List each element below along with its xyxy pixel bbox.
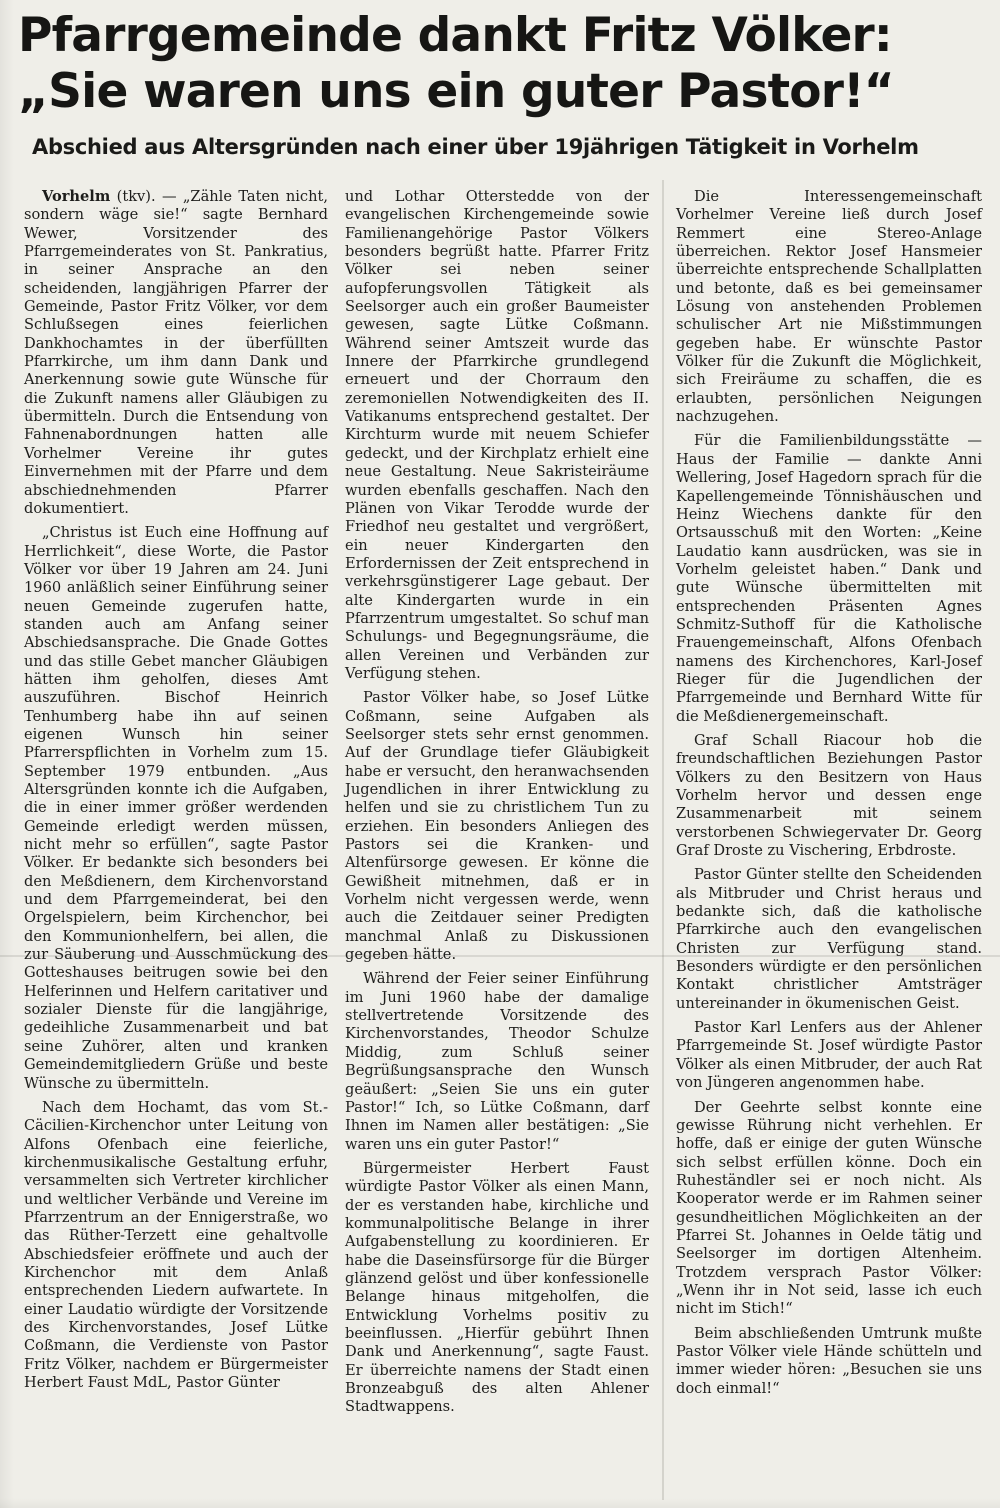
headline-line-1: Pfarrgemeinde dankt Fritz Völker: — [18, 8, 892, 63]
paragraph: Graf Schall Riacour hob die freundschaftlichen Beziehungen Pastor Völkers zu den Besitzern von Haus Vorhelm hervor und dessen enge Zusammenarbeit mit seinem verstorbenen Schwiegervater Dr. Georg Graf Droste zu Vischering, Erbdroste. — [676, 731, 982, 860]
paragraph: Die Interessengemeinschaft Vorhelmer Vereine ließ durch Josef Remmert eine Stereo-Anlage überreichen. Rektor Josef Hansmeier überreichte entsprechende Schallplatten und betonte, daß es bei gemeinsamer Lösung von anstehenden Problemen schulischer Art nie Mißstimmungen gegeben habe. Er wünschte Pastor Völker für die Zukunft die Möglichkeit, sich Freiräume zu schaffen, die es erlaubten, persönlichen Neigungen nachzugehen. — [676, 188, 982, 426]
paragraph: Pastor Völker habe, so Josef Lütke Coßmann, seine Aufgaben als Seelsorger stets sehr ernst genommen. Auf der Grundlage tiefer Gläubigkeit habe er versucht, den heranwachsenden Jugendlichen in ihrer Entwicklung zu helfen und sie zu christlichem Tun zu erziehen. Ein besonders Anliegen des Pastors sei die Kranken- und Altenfürsorge gewesen. Er könne die Gewißheit mitnehmen, daß er in Vorhelm nicht vergessen werde, wenn auch die Zeitdauer seiner Predigten manchmal Anlaß zu Diskussionen gegeben hätte. — [345, 689, 649, 964]
headline-line-2: „Sie waren uns ein guter Pastor!“ — [18, 64, 894, 119]
paragraph: Der Geehrte selbst konnte eine gewisse Rührung nicht verhehlen. Er hoffe, daß er einige der guten Wünsche sich selbst erfüllen könne. Doch ein Ruheständler sei er noch nicht. Als Kooperator werde er im Rahmen seiner gesundheitlichen Möglichkeiten an der Pfarrei St. Johannes in Oelde tätig und Seelsorger im dortigen Altenheim. Trotzdem versprach Pastor Völker: „Wenn ihr in Not seid, lasse ich euch nicht im Stich!“ — [676, 1098, 982, 1318]
paragraph: „Christus ist Euch eine Hoffnung auf Herrlichkeit“, diese Worte, die Pastor Völker vor über 19 Jahren am 24. Juni 1960 anläßlich seiner Einführung seiner neuen Gemeinde zugerufen hatte, standen auch am Anfang seiner Abschiedsansprache. Die Gnade Gottes und das stille Gebet mancher Gläubigen hätten ihm geholfen, dieses Amt auszuführen. Bischof Heinrich Tenhumberg habe ihn auf seinen eigenen Wunsch hin seiner Pfarrerspflichten in Vorhelm zum 15. September 1979 entbunden. „Aus Altersgründen konnte ich die Aufgaben, die in einer immer größer werdenden Gemeinde erledigt werden müssen, nicht mehr so erfüllen“, sagte Pastor Völker. Er bedankte sich besonders bei den Meßdienern, dem Kirchenvorstand und dem Pfarrgemeinderat, bei den Orgelspielern, beim Kirchenchor, bei den Kommunionhelfern, bei allen, die zur Säuberung und Ausschmückung des Gotteshauses beitrugen sowie bei den Helferinnen und Helfern caritativer und sozialer Dienste für die langjährige, gedeihliche Zusammenarbeit und bat seine Zuhörer, alten und kranken Gemeindemitgliedern Grüße und beste Wünsche zu übermitteln. — [24, 524, 328, 1092]
paragraph-text: (tkv). — „Zähle Taten nicht, sondern wäge sie!“ sagte Bernhard Wewer, Vorsitzender des Pfarrgemeinderates von St. Pankratius, in seiner Ansprache an den scheidenden, langjährigen Pfarrer der Gemeinde, Pastor Fritz Völker, vor dem Schlußsegen eines feierlichen Dankhochamtes in der überfüllten Pfarrkirche, um ihm dann Dank und Anerkennung sowie gute Wünsche für die Zukunft namens aller Gläubigen zu übermitteln. Durch die Entsendung von Fahnenabordnungen hatten alle Vorhelmer Vereine ihr gutes Einvernehmen mit der Pfarre und dem abschiednehmenden Pfarrer dokumentiert. — [24, 188, 328, 517]
paragraph: Bürgermeister Herbert Faust würdigte Pastor Völker als einen Mann, der es verstanden habe, kirchliche und kommunalpolitische Belange in ihrer Aufgabenstellung zu koordinieren. Er habe die Daseinsfürsorge für die Bürger glänzend gelöst und über konfessionelle Belange hinaus mitgeholfen, die Entwicklung Vorhelms positiv zu beeinflussen. „Hierfür gebührt Ihnen Dank und Anerkennung“, sagte Faust. Er überreichte namens der Stadt einen Bronzeabguß des alten Ahlener Stadtwappens. — [345, 1159, 649, 1416]
paragraph: Für die Familienbildungsstätte — Haus der Familie — dankte Anni Wellering, Josef Hagedorn sprach für die Kapellengemeinde Tönnishäuschen und Heinz Wiechens dankte für den Ortsausschuß mit den Worten: „Keine Laudatio kann ausdrücken, was sie in Vorhelm geleistet haben.“ Dank und gute Wünsche übermittelten mit entsprechenden Präsenten Agnes Schmitz-Suthoff für die Katholische Frauengemeinschaft, Alfons Ofenbach namens des Kirchenchores, Karl-Josef Rieger für die Jugendlichen der Pfarrgemeinde und Bernhard Witte für die Meßdienergemeinschaft. — [676, 432, 982, 725]
paragraph: und Lothar Otterstedde von der evangelischen Kirchengemeinde sowie Familienangehörige Pastor Völkers besonders begrüßt hatte. Pfarrer Fritz Völker sei neben seiner aufopferungsvollen Tätigkeit als Seelsorger auch ein großer Baumeister gewesen, sagte Lütke Coßmann. Während seiner Amtszeit wurde das Innere der Pfarrkirche grundlegend erneuert und der Chorraum den zeremoniellen Notwendigkeiten des II. Vatikanums entsprechend gestaltet. Der Kirchturm wurde mit neuem Schiefer gedeckt, und der Kirchplatz erhielt eine neue Gestaltung. Neue Sakristeiräume wurden ebenfalls geschaffen. Nach den Plänen von Vikar Terodde wurde der Friedhof neu gestaltet und vergrößert, ein neuer Kindergarten den Erfordernissen der Zeit entsprechend in verkehrsgünstigerer Lage gebaut. Der alte Kindergarten wurde in ein Pfarrzentrum umgestaltet. So schuf man Schulungs- und Begegnungsräume, die allen Vereinen und Verbänden zur Verfügung stehen. — [345, 188, 649, 682]
paragraph: Beim abschließenden Umtrunk mußte Pastor Völker viele Hände schütteln und immer wieder hören: „Besuchen sie uns doch einmal!“ — [676, 1324, 982, 1397]
article-column-3 — [676, 188, 982, 1404]
subheadline: Abschied aus Altersgründen nach einer über 19jährigen Tätigkeit in Vorhelm — [32, 135, 919, 159]
paper-fold-vertical — [662, 180, 664, 1500]
paragraph — [24, 188, 328, 518]
paragraph: Während der Feier seiner Einführung im Juni 1960 habe der damalige stellvertretende Vorsitzende des Kirchenvorstandes, Theodor Schulze Middig, zum Schluß seiner Begrüßungsansprache den Wunsch geäußert: „Seien Sie uns ein guter Pastor!“ Ich, so Lütke Coßmann, darf Ihnen im Namen aller bestätigen: „Sie waren uns ein guter Pastor!“ — [345, 970, 649, 1153]
dateline-place: Vorhelm — [42, 188, 111, 205]
article-column-1 — [24, 188, 328, 1398]
article-column-2 — [345, 188, 649, 1423]
paragraph: Pastor Karl Lenfers aus der Ahlener Pfarrgemeinde St. Josef würdigte Pastor Völker als einen Mitbruder, der auch Rat von Jüngeren angenommen habe. — [676, 1019, 982, 1092]
paragraph: Nach dem Hochamt, das vom St.-Cäcilien-Kirchenchor unter Leitung von Alfons Ofenbach eine feierliche, kirchenmusikalische Gestaltung erfuhr, versammelten sich Vertreter kirchlicher und weltlicher Verbände und Vereine im Pfarrzentrum an der Ennigerstraße, wo das Rüther-Terzett eine gehaltvolle Abschiedsfeier eröffnete und auch der Kirchenchor mit dem Anlaß entsprechenden Liedern aufwartete. In einer Laudatio würdigte der Vorsitzende des Kirchenvorstandes, Josef Lütke Coßmann, die Verdienste von Pastor Fritz Völker, nachdem er Bürgermeister Herbert Faust MdL, Pastor Günter — [24, 1098, 328, 1391]
paragraph: Pastor Günter stellte den Scheidenden als Mitbruder und Christ heraus und bedankte sich, daß die katholische Pfarrkirche auch den evangelischen Christen zur Verfügung stand. Besonders würdigte er den persönlichen Kontakt christlicher Amtsträger untereinander in ökumenischen Geist. — [676, 866, 982, 1012]
headline — [18, 8, 988, 120]
